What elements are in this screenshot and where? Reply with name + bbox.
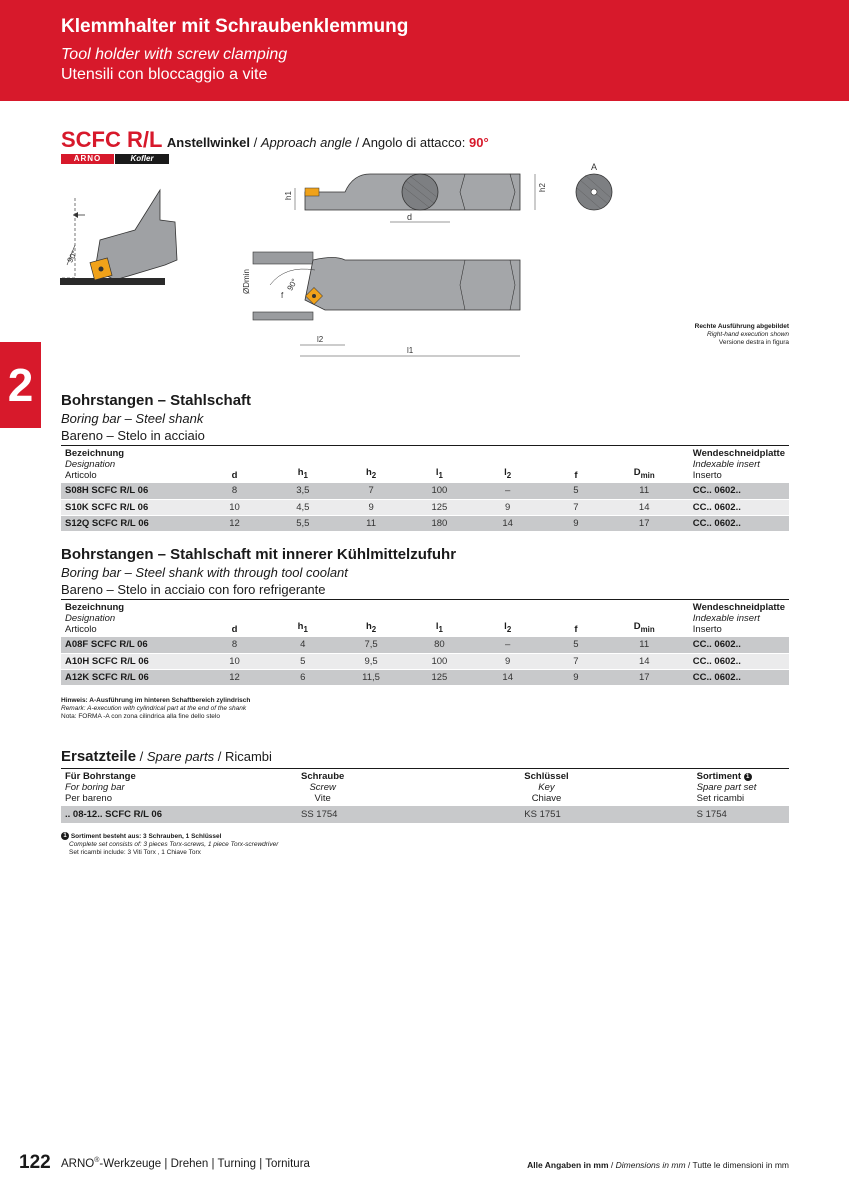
table-coolant-shank — [61, 599, 789, 686]
table-row: S08H SCFC R/L 06 8 3,5 7 100 – 5 11 CC.. 0602.. — [61, 483, 789, 499]
dim-l2-label: l2 — [317, 335, 324, 344]
dim-d-label: d — [407, 212, 413, 222]
section1-title-de: Bohrstangen – Stahlschaft — [61, 392, 252, 409]
application-sketch — [60, 190, 177, 285]
dim-f-label: f — [281, 291, 284, 300]
execution-note-en: Right-hand execution shown — [706, 331, 789, 338]
header-l1: $l_1$ — [416, 446, 464, 484]
dim-h2-label: h2 — [538, 183, 547, 192]
header-d: d — [190, 600, 279, 638]
execution-note-it: Versione destra in figura — [718, 339, 789, 346]
header-f: f — [552, 446, 599, 484]
hint-en: Remark: A-execution with cylindrical part at the end of the shank — [61, 705, 247, 712]
set-note — [61, 832, 278, 857]
approach-angle-value: 90° — [469, 135, 489, 150]
product-code: SCFC R/L — [61, 127, 163, 152]
table-spare-parts — [61, 768, 789, 823]
spare-title-it: Ricambi — [224, 749, 272, 764]
table-row: S12Q SCFC R/L 06 12 5,5 11 180 14 9 17 CC.. 0602.. — [61, 515, 789, 531]
header-h2: $h_2$ — [327, 446, 416, 484]
header-screw: Schraube Screw Vite — [297, 769, 348, 807]
approach-angle-it: Angolo di attacco: — [362, 135, 466, 150]
footer-dimensions-note: Alle Angaben in mm / Dimensions in mm / Tutte le dimensioni in mm — [527, 1160, 789, 1170]
section-a-view — [576, 162, 612, 210]
header-l2: $l_2$ — [463, 600, 552, 638]
set-note-it: Set ricambi include: 3 Viti Torx , 1 Chiave Torx — [69, 849, 201, 856]
header-h1: $h_1$ — [279, 600, 327, 638]
table-row: A10H SCFC R/L 06 10 5 9,5 100 9 7 14 CC.. 0602.. — [61, 653, 789, 669]
section1-title — [61, 392, 251, 444]
spare-title-en: Spare parts — [146, 749, 215, 764]
approach-angle-de: Anstellwinkel — [166, 135, 250, 150]
table-row: A08F SCFC R/L 06 8 4 7,5 80 – 5 11 CC.. 0602.. — [61, 637, 789, 653]
set-note-en: Complete set consists of: 3 pieces Torx-screws, 1 piece Torx-screwdriver — [69, 841, 279, 848]
table-row: S10K SCFC R/L 06 10 4,5 9 125 9 7 14 CC.. 0602.. — [61, 499, 789, 515]
header-title-it: Utensili con bloccaggio a vite — [61, 66, 268, 83]
spare-parts-title: Ersatzteile / Spare parts / Ricambi — [61, 748, 272, 765]
header-boring-bar: Für Bohrstange For boring bar Per bareno — [61, 769, 297, 807]
section2-title-en: Boring bar – Steel shank with through tool coolant — [61, 565, 348, 580]
footnote-marker: 1 — [61, 832, 69, 840]
product-title: SCFC R/L Anstellwinkel / Approach angle / Angolo di attacco: 90° — [61, 127, 489, 152]
header-insert: Wendeschneidplatte Indexable insert Inserto — [689, 446, 789, 484]
section2-title-it: Bareno – Stelo in acciaio con foro refrigerante — [61, 582, 326, 597]
table-steel-shank — [61, 445, 789, 532]
header-spare-set: Sortiment 1 Spare part set Set ricambi — [693, 769, 789, 807]
kofler-logo: Kofler — [115, 154, 169, 164]
technical-drawing — [55, 160, 795, 365]
header-dmin: $D_{min}$ — [600, 446, 689, 484]
bottom-plan-view — [242, 252, 520, 356]
header-h1: $h_1$ — [279, 446, 327, 484]
execution-note-de: Rechte Ausführung abgebildet — [694, 323, 789, 330]
section1-title-it: Bareno – Stelo in acciaio — [61, 428, 205, 443]
sketch-angle-label: 90° — [65, 249, 80, 265]
footnote-marker: 1 — [744, 773, 752, 781]
footer-breadcrumb: ARNO®-Werkzeuge | Drehen | Turning | Tornitura — [61, 1157, 310, 1170]
header-f: f — [552, 600, 599, 638]
header-insert: Wendeschneidplatte Indexable insert Inserto — [689, 600, 789, 638]
header-title-de: Klemmhalter mit Schraubenklemmung — [61, 16, 409, 37]
dim-h1-label: h1 — [284, 191, 293, 200]
execution-note — [695, 323, 789, 347]
header-key: Schlüssel Key Chiave — [520, 769, 572, 807]
hint-de: Hinweis: A-Ausführung im hinteren Schaftbereich zylindrisch — [61, 697, 251, 704]
page-header — [0, 0, 849, 101]
dim-dmin-label: ØDmin — [242, 269, 251, 294]
arno-logo: ARNO — [61, 154, 114, 164]
header-l1: $l_1$ — [416, 600, 464, 638]
header-dmin: $D_{min}$ — [600, 600, 689, 638]
page-number: 122 — [19, 1152, 51, 1173]
header-title-en: Tool holder with screw clamping — [61, 46, 288, 63]
section1-title-en: Boring bar – Steel shank — [61, 411, 204, 426]
section2-title-de: Bohrstangen – Stahlschaft mit innerer Kühlmittelzufuhr — [61, 546, 457, 563]
top-side-view — [284, 174, 547, 222]
dim-l1-label: l1 — [407, 346, 414, 355]
header-h2: $h_2$ — [327, 600, 416, 638]
section2-title — [61, 546, 456, 598]
chapter-tab: 2 — [0, 342, 41, 428]
approach-angle-en: Approach angle — [260, 135, 352, 150]
header-designation: Bezeichnung Designation Articolo — [61, 600, 190, 638]
table-row: .. 08-12.. SCFC R/L 06 SS 1754 KS 1751 S 1754 — [61, 806, 789, 823]
section-a-label: A — [591, 162, 598, 172]
set-note-de: Sortiment besteht aus: 3 Schrauben, 1 Schlüssel — [70, 833, 222, 840]
header-designation: Bezeichnung Designation Articolo — [61, 446, 190, 484]
hint-it: Nota: FORMA -A con zona cilindrica alla fine dello stelo — [61, 713, 220, 720]
hint-note — [61, 697, 250, 721]
plan-angle-label: 90° — [285, 277, 300, 293]
header-l2: $l_2$ — [463, 446, 552, 484]
spare-title-de: Ersatzteile — [61, 748, 137, 765]
header-d: d — [190, 446, 279, 484]
table-row: A12K SCFC R/L 06 12 6 11,5 125 14 9 17 CC.. 0602.. — [61, 669, 789, 685]
